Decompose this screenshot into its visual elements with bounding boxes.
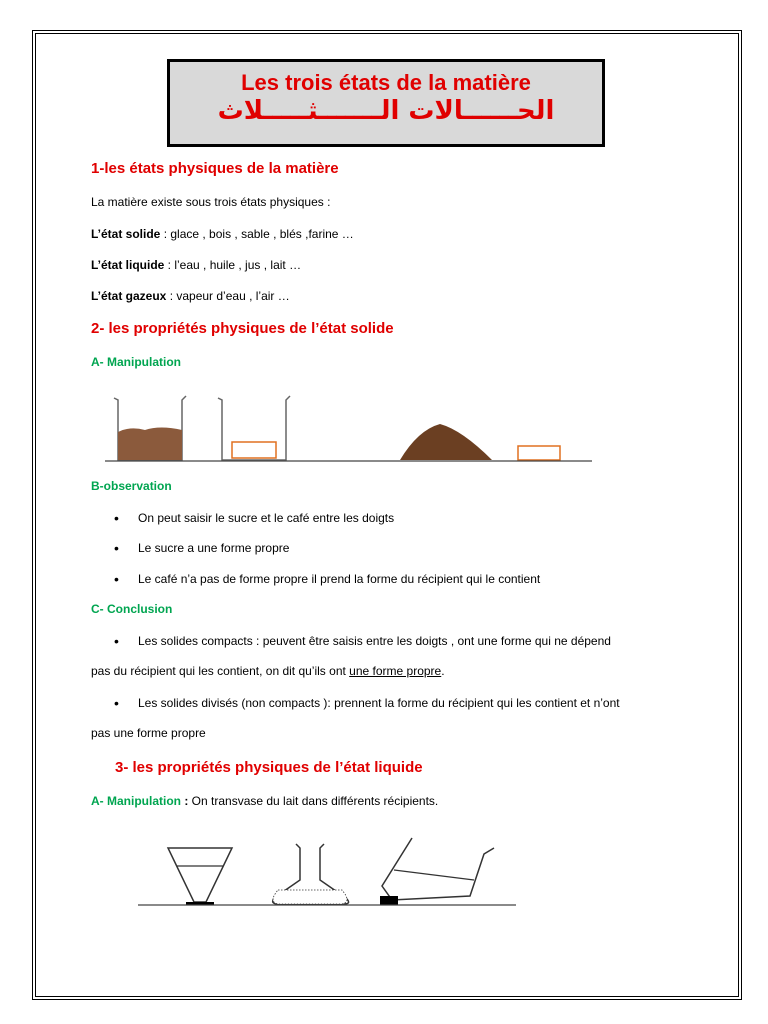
conclusion-item-compact: • Les solides compacts : peuvent être saisis entre les doigts , ont une forme qui ne dépend [114,633,611,649]
underlined-term: une forme propre [349,664,442,678]
title-french: Les trois états de la matière [241,70,531,95]
conical-glass [168,848,232,905]
section2-conclusion: C- Conclusion [91,602,173,616]
conclusion-compact-continued: pas du récipient qui les contient, on dit qu’ils ont une forme propre. [91,664,445,678]
liquid-state-line [91,258,301,272]
solid-state-label: L’état solide [91,227,161,241]
bullet-icon: • [114,633,119,649]
beaker-with-coffee [114,396,186,460]
bullet-icon: • [114,540,119,556]
liquid-state-text: : l’eau , huile , jus , lait … [164,258,302,272]
erlenmeyer-flask [273,844,349,904]
milk-in-flask [273,890,347,904]
coffee-pile [400,424,492,460]
section2-heading: 2- les propriétés physiques de l’état solide [91,320,394,337]
conclusion-item-divided: • Les solides divisés (non compacts ): prennent la forme du récipient qui les contient et n’ont [114,695,620,711]
conclusion-divided-continued: pas une forme propre [91,726,206,740]
bullet-icon: • [114,571,119,587]
liquid-state-label: L’état liquide [91,258,165,272]
observation-item: • On peut saisir le sucre et le café entre les doigts [114,510,395,526]
observation-item: • Le sucre a une forme propre [114,540,290,556]
liquid-manipulation-figure [130,830,530,915]
gas-state-line [91,289,290,303]
section2-observation: B-observation [91,479,172,493]
section1-heading: 1-les états physiques de la matière [91,160,339,177]
sugar-cube-in-beaker [232,442,276,458]
section1-intro: La matière existe sous trois états physiques : [91,195,331,209]
solid-manipulation-figure [100,390,600,470]
tilted-beaker [380,838,494,905]
solid-state-text: : glace , bois , sable , blés ,farine … [160,227,354,241]
gas-state-text: : vapeur d’eau , l’air … [166,289,290,303]
section2-manipulation: A- Manipulation [91,355,181,369]
section3-manipulation-text: On transvase du lait dans différents récipients. [191,794,439,808]
title-box [167,59,605,147]
solid-state-line [91,227,354,241]
bullet-icon: • [114,510,119,526]
title-arabic: الحــــــالات الـــــــثـــــلاث [217,96,555,126]
coffee-in-beaker [118,428,182,461]
gas-state-label: L’état gazeux [91,289,167,303]
section3-manipulation-line: A- Manipulation : On transvase du lait dans différents récipients. [91,794,439,808]
observation-item: • Le café n’a pas de forme propre il prend la forme du récipient qui le contient [114,571,541,587]
sugar-cube [518,446,560,460]
bullet-icon: • [114,695,119,711]
section3-manipulation-label: A- Manipulation [91,794,181,808]
section3-heading: 3- les propriétés physiques de l’état liquide [115,759,423,776]
beaker-with-sugar [218,396,290,460]
